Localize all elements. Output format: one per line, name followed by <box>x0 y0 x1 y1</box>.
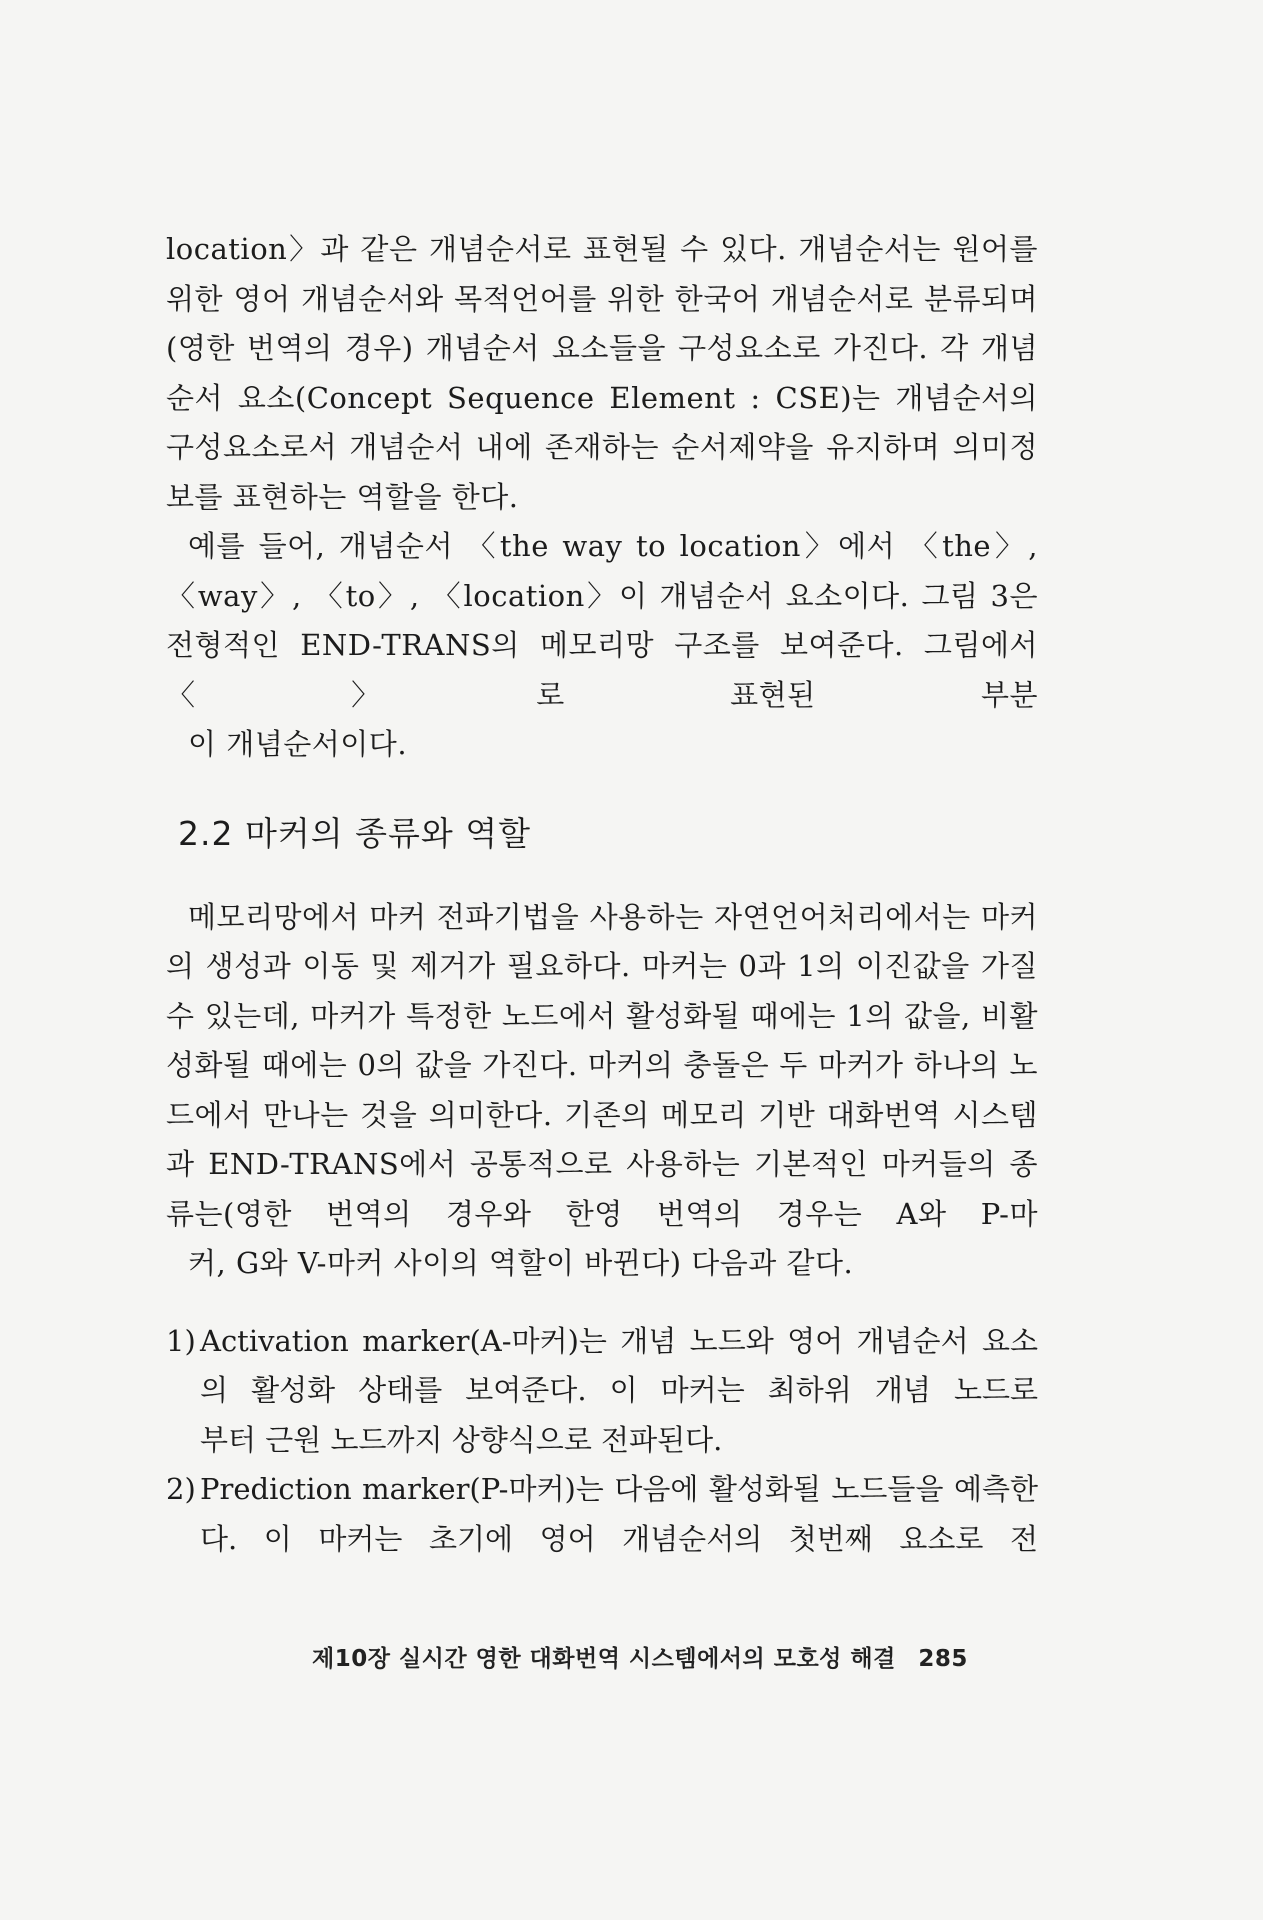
paragraph-concept-sequence <box>166 225 1038 522</box>
list-item-text: Prediction marker(P-마커)는 다음에 활성화될 노드들을 예측한다. 이 마커는 초기에 영어 개념순서의 첫번째 요소로 전 <box>200 1472 1038 1556</box>
page-number: 285 <box>918 1646 968 1672</box>
page-body <box>166 225 1038 1564</box>
running-head: 제10장 실시간 영한 대화번역 시스템에서의 모호성 해결 <box>312 1646 896 1672</box>
list-item-number: 2) <box>166 1472 196 1506</box>
paragraph-example <box>166 522 1038 770</box>
paragraph-text: 메모리망에서 마커 전파기법을 사용하는 자연언어처리에서는 마커의 생성과 이동 및 제거가 필요하다. 마커는 0과 1의 이진값을 가질 수 있는데, 마커가 특정한 노드에서 활성화될 때에는 1의 값을, 비활성화될 때에는 0의 값을 가진다. 마커의 충돌은 두 마커가 하나의 노드에서 만나는 것을 의미한다. 기존의 메모리 기반 대화번역 시스템과 END-TRANS에서 공통적으로 사용하는 기본적인 마커들의 종류는(영한 번역의 경우와 한영 번역의 경우는 A와 P-마 <box>166 899 1038 1231</box>
list-item-number: 1) <box>166 1323 196 1358</box>
list-item-text: Activation marker(A-마커)는 개념 노드와 영어 개념순서 요소의 활성화 상태를 보여준다. 이 마커는 최하위 개념 노드로 <box>200 1323 1038 1407</box>
paragraph-marker-intro <box>166 893 1038 1289</box>
paragraph-last-line: 커, G와 V-마커 사이의 역할이 바뀐다) 다음과 같다. <box>188 1246 854 1280</box>
marker-list <box>166 1317 1038 1565</box>
section-title: 마커의 종류와 역할 <box>244 813 531 853</box>
paragraph-last-line: 이 개념순서이다. <box>188 727 408 761</box>
section-number: 2.2 <box>178 813 234 853</box>
paragraph-last-line: 보를 표현하는 역할을 한다. <box>166 479 519 514</box>
paragraph-text: location〉과 같은 개념순서로 표현될 수 있다. 개념순서는 원어를 위한 영어 개념순서와 목적언어를 위한 한국어 개념순서로 분류되며(영한 번역의 경우) 개념순서 요소들을 구성요소로 가진다. 각 개념순서 요소(Concept Sequence Element : CSE)는 개념순서의 구성요소로서 개념순서 내에 존재하는 순서제약을 유지하며 의미정 <box>166 232 1038 464</box>
list-item <box>166 1317 1038 1466</box>
paragraph-text: 예를 들어, 개념순서 〈the way to location〉에서 〈the〉, 〈way〉, 〈to〉, 〈location〉이 개념순서 요소이다. 그림 3은 전형적인 END-TRANS의 메모리망 구조를 보여준다. 그림에서 〈〉로 표현된 부분 <box>166 529 1038 712</box>
page-footer <box>312 1640 1012 1673</box>
section-heading <box>178 808 1038 855</box>
list-item <box>166 1465 1038 1564</box>
list-item-last-line: 부터 근원 노드까지 상향식으로 전파된다. <box>200 1422 723 1457</box>
